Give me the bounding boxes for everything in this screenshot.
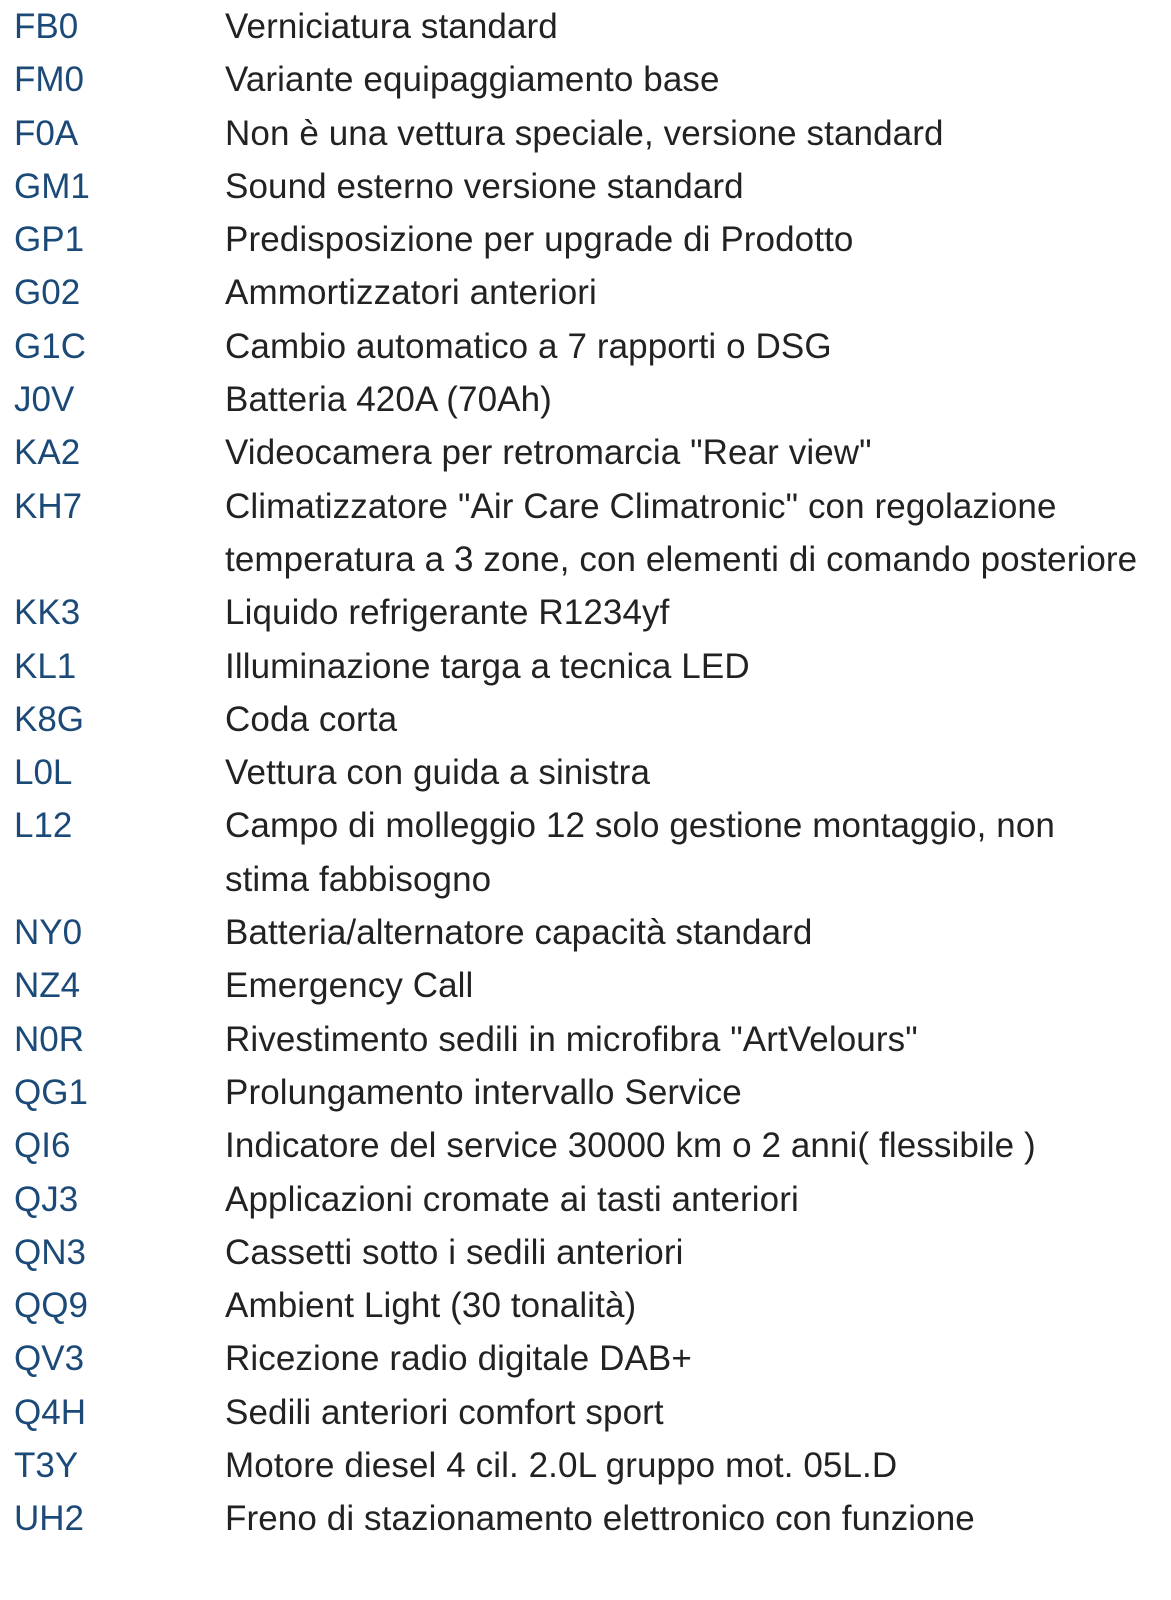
equipment-row <box>0 1173 1171 1226</box>
equipment-code: KA2 <box>14 433 81 473</box>
equipment-code: L12 <box>14 806 73 846</box>
equipment-code: Q4H <box>14 1392 86 1432</box>
equipment-row <box>0 160 1171 213</box>
equipment-code: KH7 <box>14 486 83 526</box>
equipment-description: Emergency Call <box>225 966 474 1006</box>
equipment-description: Rivestimento sedili in microfibra "ArtVelours" <box>225 1019 918 1059</box>
equipment-row <box>0 959 1171 1012</box>
equipment-code: KL1 <box>14 646 77 686</box>
equipment-row <box>0 1439 1171 1492</box>
equipment-description: Applicazioni cromate ai tasti anteriori <box>225 1179 799 1219</box>
equipment-description: Videocamera per retromarcia "Rear view" <box>225 433 872 473</box>
equipment-row <box>0 586 1171 639</box>
equipment-description: Non è una vettura speciale, versione standard <box>225 113 944 153</box>
equipment-code: GM1 <box>14 166 90 206</box>
equipment-code: QJ3 <box>14 1179 79 1219</box>
equipment-row <box>0 1332 1171 1385</box>
equipment-code: K8G <box>14 699 85 739</box>
equipment-description: Cambio automatico a 7 rapporti o DSG <box>225 326 832 366</box>
equipment-row <box>0 693 1171 746</box>
equipment-row <box>0 53 1171 106</box>
equipment-code: G02 <box>14 273 81 313</box>
equipment-row <box>0 1066 1171 1119</box>
equipment-row <box>0 426 1171 479</box>
equipment-description: Sedili anteriori comfort sport <box>225 1392 664 1432</box>
equipment-description: Climatizzatore "Air Care Climatronic" con regolazione temperatura a 3 zone, con elementi di comando posteriore <box>225 486 1138 579</box>
equipment-code: QN3 <box>14 1232 86 1272</box>
equipment-row <box>0 1279 1171 1332</box>
equipment-description: Indicatore del service 30000 km o 2 anni( flessibile ) <box>225 1126 1036 1166</box>
equipment-row <box>0 1013 1171 1066</box>
equipment-description: Sound esterno versione standard <box>225 166 744 206</box>
equipment-row <box>0 480 1171 587</box>
equipment-code: NZ4 <box>14 966 81 1006</box>
equipment-code: T3Y <box>14 1446 79 1486</box>
equipment-description: Ricezione radio digitale DAB+ <box>225 1339 692 1379</box>
equipment-row <box>0 107 1171 160</box>
equipment-row <box>0 1492 1171 1545</box>
equipment-code: J0V <box>14 380 75 420</box>
equipment-code: UH2 <box>14 1499 85 1539</box>
equipment-description: Prolungamento intervallo Service <box>225 1072 742 1112</box>
equipment-row <box>0 906 1171 959</box>
equipment-code: G1C <box>14 326 86 366</box>
equipment-row <box>0 213 1171 266</box>
equipment-row <box>0 1226 1171 1279</box>
equipment-description: Freno di stazionamento elettronico con funzione <box>225 1499 975 1539</box>
equipment-description: Batteria 420A (70Ah) <box>225 380 552 420</box>
equipment-row <box>0 0 1171 53</box>
equipment-row <box>0 320 1171 373</box>
equipment-description: Ambient Light (30 tonalità) <box>225 1286 637 1326</box>
equipment-row <box>0 1386 1171 1439</box>
equipment-row <box>0 799 1171 906</box>
equipment-row <box>0 373 1171 426</box>
equipment-description: Campo di molleggio 12 solo gestione montaggio, non stima fabbisogno <box>225 806 1055 899</box>
equipment-code: QI6 <box>14 1126 71 1166</box>
equipment-row <box>0 640 1171 693</box>
equipment-description: Liquido refrigerante R1234yf <box>225 593 670 633</box>
equipment-code: GP1 <box>14 220 85 260</box>
equipment-row <box>0 746 1171 799</box>
equipment-description: Batteria/alternatore capacità standard <box>225 913 813 953</box>
equipment-code: FM0 <box>14 60 84 100</box>
equipment-code: L0L <box>14 753 73 793</box>
equipment-row <box>0 266 1171 319</box>
equipment-code: QV3 <box>14 1339 85 1379</box>
equipment-row <box>0 1119 1171 1172</box>
equipment-code: F0A <box>14 113 79 153</box>
equipment-code: QG1 <box>14 1072 88 1112</box>
equipment-description: Ammortizzatori anteriori <box>225 273 597 313</box>
equipment-code: N0R <box>14 1019 85 1059</box>
equipment-description: Predisposizione per upgrade di Prodotto <box>225 220 854 260</box>
equipment-code: KK3 <box>14 593 81 633</box>
equipment-code: QQ9 <box>14 1286 88 1326</box>
equipment-description: Motore diesel 4 cil. 2.0L gruppo mot. 05L.D <box>225 1446 898 1486</box>
equipment-description: Coda corta <box>225 699 398 739</box>
equipment-description: Vettura con guida a sinistra <box>225 753 651 793</box>
equipment-description: Variante equipaggiamento base <box>225 60 720 100</box>
equipment-description: Illuminazione targa a tecnica LED <box>225 646 750 686</box>
equipment-code: FB0 <box>14 7 79 46</box>
equipment-code: NY0 <box>14 913 83 953</box>
equipment-description: Verniciatura standard <box>225 7 558 46</box>
equipment-description: Cassetti sotto i sedili anteriori <box>225 1232 684 1272</box>
